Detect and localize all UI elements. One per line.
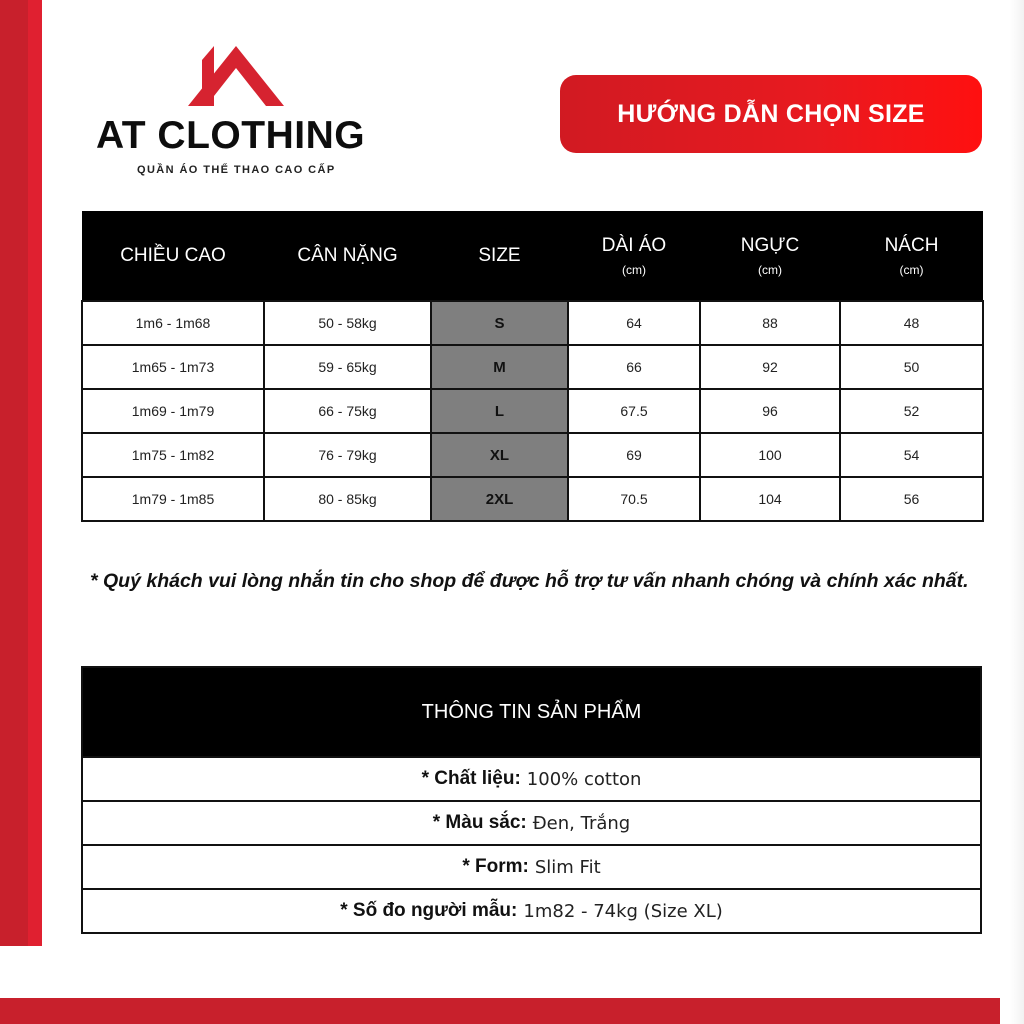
header-length: DÀI ÁO (cm) bbox=[568, 211, 700, 301]
size-chart-header-row bbox=[82, 211, 983, 301]
info-row-form bbox=[83, 844, 980, 888]
cell-size: M bbox=[431, 345, 568, 389]
cell-weight: 80 - 85kg bbox=[264, 477, 431, 521]
size-guide-title-badge bbox=[560, 75, 982, 153]
header-armpit: NÁCH (cm) bbox=[840, 211, 983, 301]
header-weight: CÂN NẶNG bbox=[264, 211, 431, 301]
header-chest: NGỰC (cm) bbox=[700, 211, 840, 301]
cell-height: 1m65 - 1m73 bbox=[82, 345, 264, 389]
cell-armpit: 56 bbox=[840, 477, 983, 521]
cell-size: S bbox=[431, 301, 568, 345]
cell-weight: 50 - 58kg bbox=[264, 301, 431, 345]
cell-size: L bbox=[431, 389, 568, 433]
cell-weight: 66 - 75kg bbox=[264, 389, 431, 433]
cell-armpit: 52 bbox=[840, 389, 983, 433]
cell-armpit: 50 bbox=[840, 345, 983, 389]
header-size: SIZE bbox=[431, 211, 568, 301]
table-row bbox=[82, 345, 983, 389]
unit-label: (cm) bbox=[622, 262, 646, 277]
cell-weight: 59 - 65kg bbox=[264, 345, 431, 389]
size-chart-table bbox=[81, 211, 984, 522]
product-info-header: THÔNG TIN SẢN PHẨM bbox=[83, 668, 980, 756]
cell-chest: 96 bbox=[700, 389, 840, 433]
frame-left-accent bbox=[28, 0, 42, 946]
header-height: CHIỀU CAO bbox=[82, 211, 264, 301]
brand-tagline: QUẦN ÁO THỂ THAO CAO CẤP bbox=[137, 164, 336, 176]
cell-chest: 92 bbox=[700, 345, 840, 389]
info-label: * Form: bbox=[462, 856, 529, 877]
table-row bbox=[82, 301, 983, 345]
cell-chest: 100 bbox=[700, 433, 840, 477]
cell-weight: 76 - 79kg bbox=[264, 433, 431, 477]
cell-armpit: 54 bbox=[840, 433, 983, 477]
info-value: 1m82 - 74kg (Size XL) bbox=[523, 900, 723, 922]
info-label: * Chất liệu: bbox=[421, 768, 521, 789]
table-row bbox=[82, 389, 983, 433]
brand-logo bbox=[92, 46, 382, 186]
cell-chest: 88 bbox=[700, 301, 840, 345]
cell-size: XL bbox=[431, 433, 568, 477]
cell-height: 1m75 - 1m82 bbox=[82, 433, 264, 477]
cell-length: 70.5 bbox=[568, 477, 700, 521]
unit-label: (cm) bbox=[899, 262, 924, 277]
cell-length: 67.5 bbox=[568, 389, 700, 433]
frame-bottom-bar bbox=[0, 998, 1024, 1024]
frame-right-edge bbox=[1000, 0, 1024, 1024]
cell-length: 69 bbox=[568, 433, 700, 477]
table-row bbox=[82, 477, 983, 521]
unit-label: (cm) bbox=[758, 262, 782, 277]
cell-height: 1m6 - 1m68 bbox=[82, 301, 264, 345]
info-value: 100% cotton bbox=[526, 768, 642, 790]
info-label: * Số đo người mẫu: bbox=[340, 900, 518, 921]
info-row-model-measurements bbox=[83, 888, 980, 932]
brand-mark-icon bbox=[188, 46, 284, 110]
info-row-material bbox=[83, 756, 980, 800]
info-value: Slim Fit bbox=[534, 856, 601, 878]
cell-length: 64 bbox=[568, 301, 700, 345]
cell-armpit: 48 bbox=[840, 301, 983, 345]
cell-chest: 104 bbox=[700, 477, 840, 521]
cell-height: 1m69 - 1m79 bbox=[82, 389, 264, 433]
product-info-table bbox=[81, 666, 982, 934]
brand-name: AT CLOTHING bbox=[96, 114, 366, 157]
page-title: HƯỚNG DẪN CHỌN SIZE bbox=[617, 99, 925, 128]
table-row bbox=[82, 433, 983, 477]
info-row-color bbox=[83, 800, 980, 844]
cell-length: 66 bbox=[568, 345, 700, 389]
cell-height: 1m79 - 1m85 bbox=[82, 477, 264, 521]
info-value: Đen, Trắng bbox=[532, 812, 631, 834]
cell-size: 2XL bbox=[431, 477, 568, 521]
consultation-note: * Quý khách vui lòng nhắn tin cho shop để được hỗ trợ tư vấn nhanh chóng và chính xác nhất. bbox=[90, 570, 969, 592]
info-label: * Màu sắc: bbox=[432, 812, 527, 833]
